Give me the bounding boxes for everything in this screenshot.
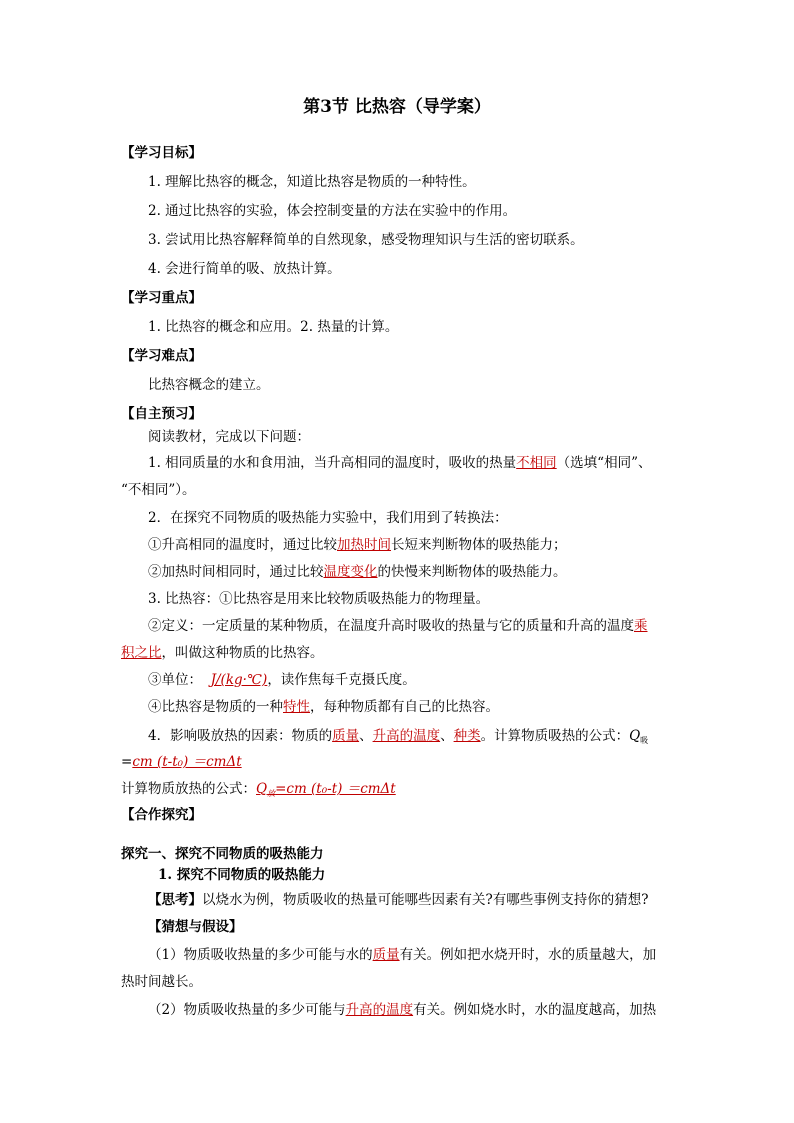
answer-blank: J/(kg·℃) — [210, 672, 268, 688]
answer-blank: 积之比 — [121, 645, 162, 661]
answer-blank: cm (t-t₀) ＝cmΔt — [132, 754, 242, 770]
hypothesis-2: （2）物质吸收热量的多少可能与升高的温度有关。例如烧水时，水的温度越高，加热 — [148, 1002, 657, 1018]
answer-blank: 温度变化 — [323, 564, 378, 580]
preview-q3-unit: ③单位： J/(kg·℃)，读作焦每千克摄氏度。 — [148, 672, 416, 688]
preview-q1-cont: “不相同”）。 — [121, 482, 196, 498]
key-points-heading: 【学习重点】 — [121, 290, 202, 306]
answer-blank: 特性 — [283, 699, 310, 715]
preview-heading: 【自主预习】 — [121, 406, 202, 422]
hypothesis-1: （1）物质吸收热量的多少可能与水的质量有关。例如把水烧开时，水的质量越大，加 — [148, 947, 657, 963]
difficulties-heading: 【学习难点】 — [121, 348, 202, 364]
preview-q3-definition-cont: 积之比，叫做这种物质的比热容。 — [121, 645, 324, 661]
preview-q3-definition: ②定义：一定质量的某种物质，在温度升高时吸收的热量与它的质量和升高的温度乘 — [148, 618, 648, 634]
release-formula: 计算物质放热的公式：$Q_放=cm$ (t₀-t) ＝cmΔt — [121, 781, 396, 798]
preview-q2: 2．在探究不同物质的吸热能力实验中，我们用到了转换法： — [148, 510, 508, 526]
cooperate-heading: 【合作探究】 — [121, 807, 202, 823]
objective-4: 4. 会进行简单的吸、放热计算。 — [148, 261, 341, 277]
preview-q2-2: ②加热时间相同时，通过比较温度变化的快慢来判断物体的吸热能力。 — [148, 564, 567, 580]
answer-blank: 不相同 — [516, 455, 557, 471]
answer-blank: 种类 — [453, 728, 481, 744]
preview-q2-1: ①升高相同的温度时，通过比较加热时间长短来判断物体的吸热能力； — [148, 537, 567, 553]
answer-blank: $Q_放=cm$ (t₀-t) ＝cmΔt — [256, 781, 396, 798]
key-points-text: 1. 比热容的概念和应用。2. 热量的计算。 — [148, 319, 399, 335]
explore-heading: 探究一、探究不同物质的吸热能力 — [121, 846, 324, 862]
objective-3: 3. 尝试用比热容解释简单的自然现象，感受物理知识与生活的密切联系。 — [148, 232, 584, 248]
objective-1: 1. 理解比热容的概念，知道比热容是物质的一种特性。 — [148, 174, 476, 190]
explore-subheading: 1. 探究不同物质的吸热能力 — [158, 867, 326, 883]
objectives-heading: 【学习目标】 — [121, 145, 202, 161]
difficulties-text: 比热容概念的建立。 — [148, 377, 270, 393]
answer-blank: 质量 — [332, 728, 360, 744]
answer-blank: 质量 — [372, 947, 400, 963]
hypothesis-heading: 【猜想与假设】 — [148, 919, 243, 935]
preview-q4: 4．影响吸放热的因素：物质的质量、升高的温度、种类。计算物质吸热的公式：$Q_吸$ — [148, 728, 649, 745]
answer-blank: 加热时间 — [337, 537, 391, 553]
preview-q3-property: ④比热容是物质的一种特性，每种物质都有自己的比热容。 — [148, 699, 499, 715]
hypothesis-1-cont: 热时间越长。 — [121, 974, 202, 990]
preview-q1: 1. 相同质量的水和食用油，当升高相同的温度时，吸收的热量不相同（选填“相同”、 — [148, 455, 652, 471]
think-paragraph: 【思考】以烧水为例，物质吸收的热量可能哪些因素有关?有哪些事例支持你的猜想? — [148, 892, 649, 908]
preview-intro: 阅读教材，完成以下问题： — [148, 429, 310, 445]
answer-blank: 升高的温度 — [345, 1002, 414, 1018]
page-title: 第3节 比热容（导学案） — [303, 97, 491, 117]
objective-2: 2. 通过比热容的实验，体会控制变量的方法在实验中的作用。 — [148, 203, 517, 219]
absorb-formula: =cm (t-t₀) ＝cmΔt — [121, 754, 242, 770]
answer-blank: 升高的温度 — [372, 728, 441, 744]
preview-q3: 3. 比热容：①比热容是用来比较物质吸热能力的物理量。 — [148, 591, 490, 607]
answer-blank: 乘 — [634, 618, 648, 634]
